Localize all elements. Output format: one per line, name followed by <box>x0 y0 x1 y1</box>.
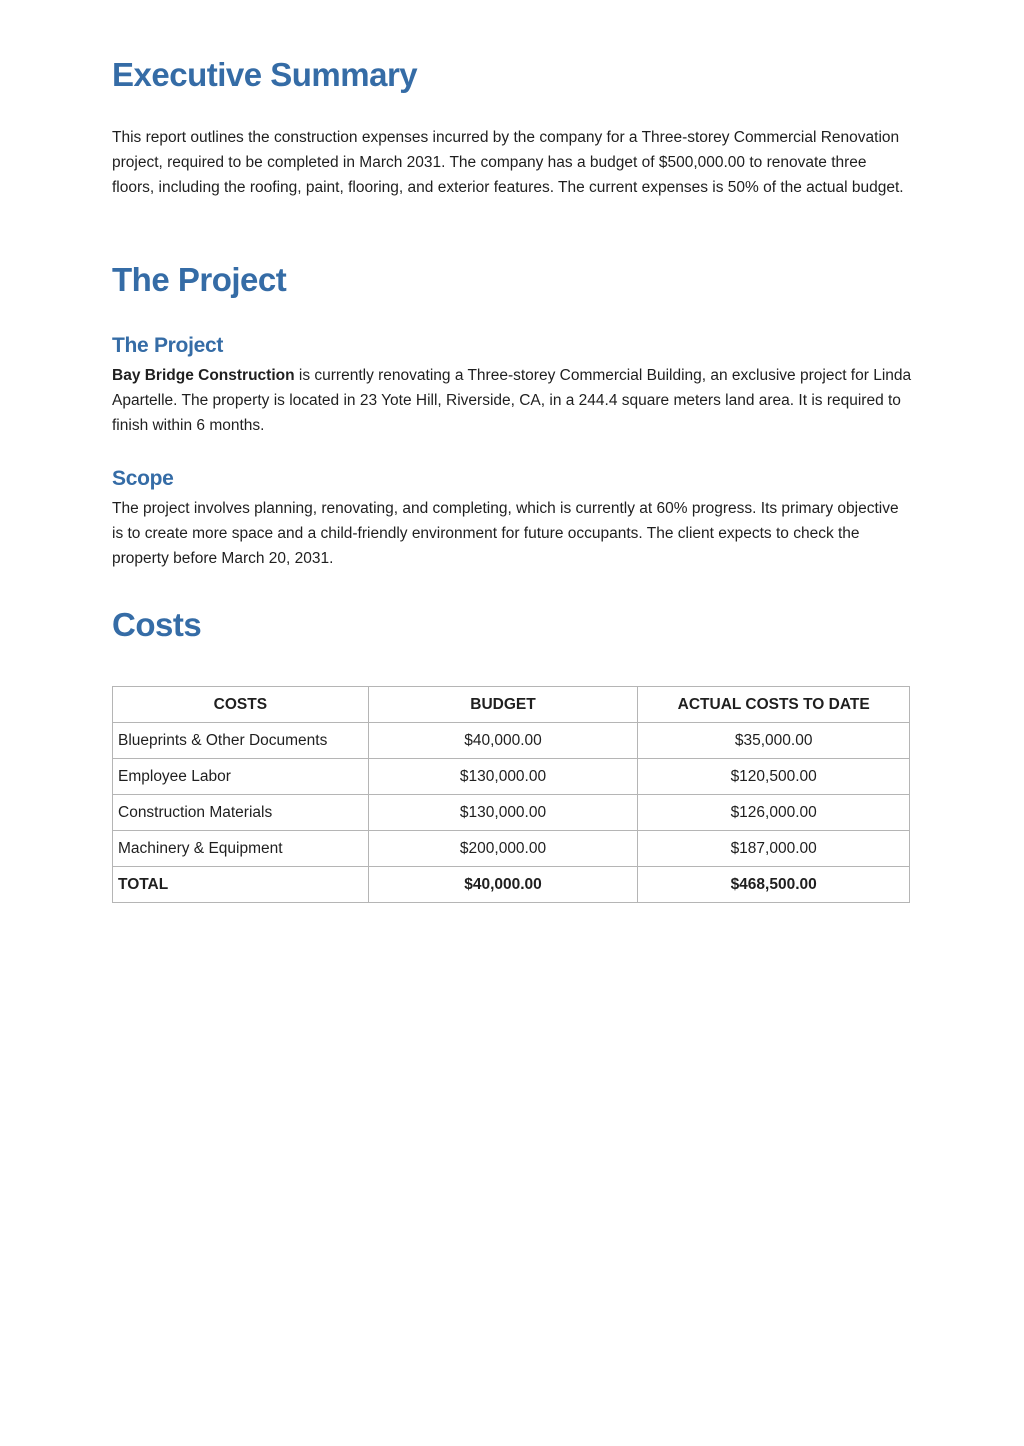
total-budget: $40,000.00 <box>368 867 638 903</box>
budget-value: $200,000.00 <box>368 831 638 867</box>
executive-summary-heading: Executive Summary <box>112 56 418 93</box>
actual-value: $120,500.00 <box>638 759 910 795</box>
column-header-actual: ACTUAL COSTS TO DATE <box>638 687 910 723</box>
cost-item: Employee Labor <box>113 759 369 795</box>
scope-text: The project involves planning, renovating, and completing, which is currently at 60% progress. Its primary objective is to create more space and a child-friendly environment for future occupants. The client expects to check the property before March 20, 2031. <box>112 500 899 567</box>
cost-item: Blueprints & Other Documents <box>113 723 369 759</box>
actual-value: $126,000.00 <box>638 795 910 831</box>
cost-item: Machinery & Equipment <box>113 831 369 867</box>
cost-item: Construction Materials <box>113 795 369 831</box>
project-text <box>112 363 914 438</box>
budget-value: $130,000.00 <box>368 759 638 795</box>
company-name: Bay Bridge Construction <box>112 367 295 384</box>
actual-value: $187,000.00 <box>638 831 910 867</box>
the-project-subheading: The Project <box>112 334 224 357</box>
total-row <box>113 867 910 903</box>
actual-value: $35,000.00 <box>638 723 910 759</box>
column-header-costs: COSTS <box>113 687 369 723</box>
total-label: TOTAL <box>113 867 369 903</box>
costs-heading: Costs <box>112 606 202 643</box>
the-project-heading: The Project <box>112 261 287 298</box>
project-description: is currently renovating a Three-storey Commercial Building, an exclusive project for Linda Apartelle. The property is located in 23 Yote Hill, Riverside, CA, in a 244.4 square meters land area. It is required to finish within 6 months. <box>112 367 912 434</box>
costs-table <box>112 686 910 903</box>
table-row <box>113 795 910 831</box>
table-row <box>113 831 910 867</box>
table-row <box>113 723 910 759</box>
table-row <box>113 759 910 795</box>
column-header-budget: BUDGET <box>368 687 638 723</box>
table-header-row <box>113 687 910 723</box>
budget-value: $40,000.00 <box>368 723 638 759</box>
total-actual: $468,500.00 <box>638 867 910 903</box>
scope-heading: Scope <box>112 467 174 490</box>
executive-summary-text: This report outlines the construction expenses incurred by the company for a Three-storey Commercial Renovation project, required to be completed in March 2031. The company has a budget of $500,000.00 to renovate three floors, including the roofing, paint, flooring, and exterior features. The current expenses is 50% of the actual budget. <box>112 129 904 196</box>
budget-value: $130,000.00 <box>368 795 638 831</box>
